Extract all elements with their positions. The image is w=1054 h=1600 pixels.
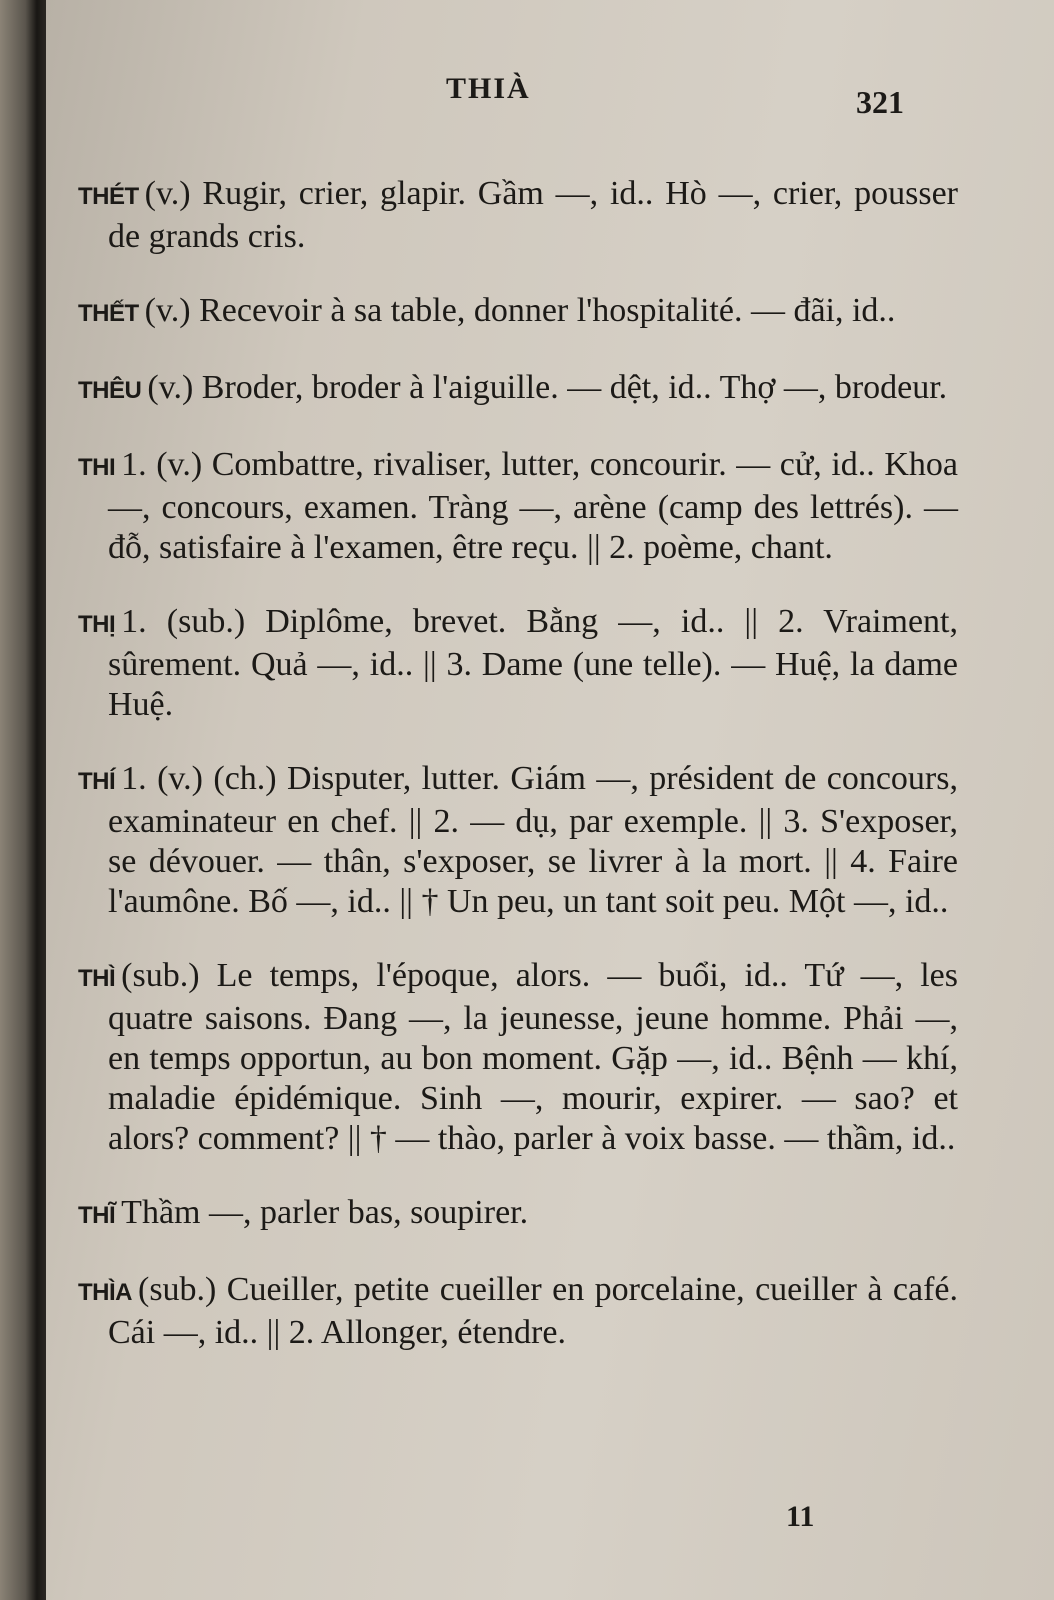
dictionary-entries xyxy=(78,140,958,1367)
dictionary-entry xyxy=(78,602,958,725)
dictionary-entry xyxy=(78,368,958,411)
entry-definition: (v.) Broder, broder à l'aiguille. — dệt, id.. Thợ —, brodeur. xyxy=(147,369,948,406)
entry-definition: 1. (sub.) Diplôme, brevet. Bằng —, id.. || 2. Vraiment, sûrement. Quả —, id.. || 3. Dame (une telle). — Huệ, la dame Huệ. xyxy=(108,603,958,723)
entry-definition: 1. (v.) Combattre, rivaliser, lutter, concourir. — cử, id.. Khoa —, concours, examen. Tràng —, arène (camp des lettrés). — đỗ, satisfaire à l'examen, être reçu. || 2. poème, chant. xyxy=(108,446,958,566)
dictionary-entry xyxy=(78,174,958,257)
entry-definition: (sub.) Cueiller, petite cueiller en porcelaine, cueiller à café. Cái —, id.. || 2. Allonger, étendre. xyxy=(108,1271,958,1351)
entry-headword: THĨ xyxy=(78,1202,116,1229)
entry-headword: THÌA xyxy=(78,1279,132,1306)
book-page xyxy=(46,0,1054,1600)
page-number: 321 xyxy=(856,84,904,120)
entry-headword: THẾT xyxy=(78,300,139,327)
dictionary-entry xyxy=(78,1270,958,1353)
signature-mark: 11 xyxy=(786,1500,815,1533)
entry-headword: THI xyxy=(78,454,116,481)
entry-headword: THÍ xyxy=(78,768,116,795)
entry-definition: Thầm —, parler bas, soupirer. xyxy=(121,1194,529,1231)
entry-headword: THÉT xyxy=(78,183,139,210)
entry-headword: THÊU xyxy=(78,377,142,404)
entry-headword: THÌ xyxy=(78,965,116,992)
running-head: THIÀ xyxy=(446,72,531,105)
dictionary-entry xyxy=(78,445,958,568)
entry-definition: 1. (v.) (ch.) Disputer, lutter. Giám —, président de concours, examinateur en chef. || 2. — dụ, par exemple. || 3. S'exposer, se dévouer. — thân, s'exposer, se livrer à la mort. || 4. Faire l'aumône. Bố —, id.. || † Un peu, un tant soit peu. Một —, id.. xyxy=(108,760,958,920)
dictionary-entry xyxy=(78,1193,958,1236)
dictionary-entry xyxy=(78,956,958,1159)
entry-headword: THỊ xyxy=(78,611,116,638)
dictionary-entry xyxy=(78,291,958,334)
book-spine xyxy=(0,0,46,1600)
entry-definition: (v.) Recevoir à sa table, donner l'hospitalité. — đãi, id.. xyxy=(144,292,896,329)
entry-definition: (v.) Rugir, crier, glapir. Gầm —, id.. Hò —, crier, pousser de grands cris. xyxy=(108,175,958,255)
dictionary-entry xyxy=(78,759,958,922)
entry-definition: (sub.) Le temps, l'époque, alors. — buổi, id.. Tứ —, les quatre saisons. Đang —, la jeunesse, jeune homme. Phải —, en temps opportun, au bon moment. Gặp —, id.. Bệnh — khí, maladie épidémique. Sinh —, mourir, expirer. — sao? et alors? comment? || † — thào, parler à voix basse. — thầm, id.. xyxy=(108,957,958,1157)
